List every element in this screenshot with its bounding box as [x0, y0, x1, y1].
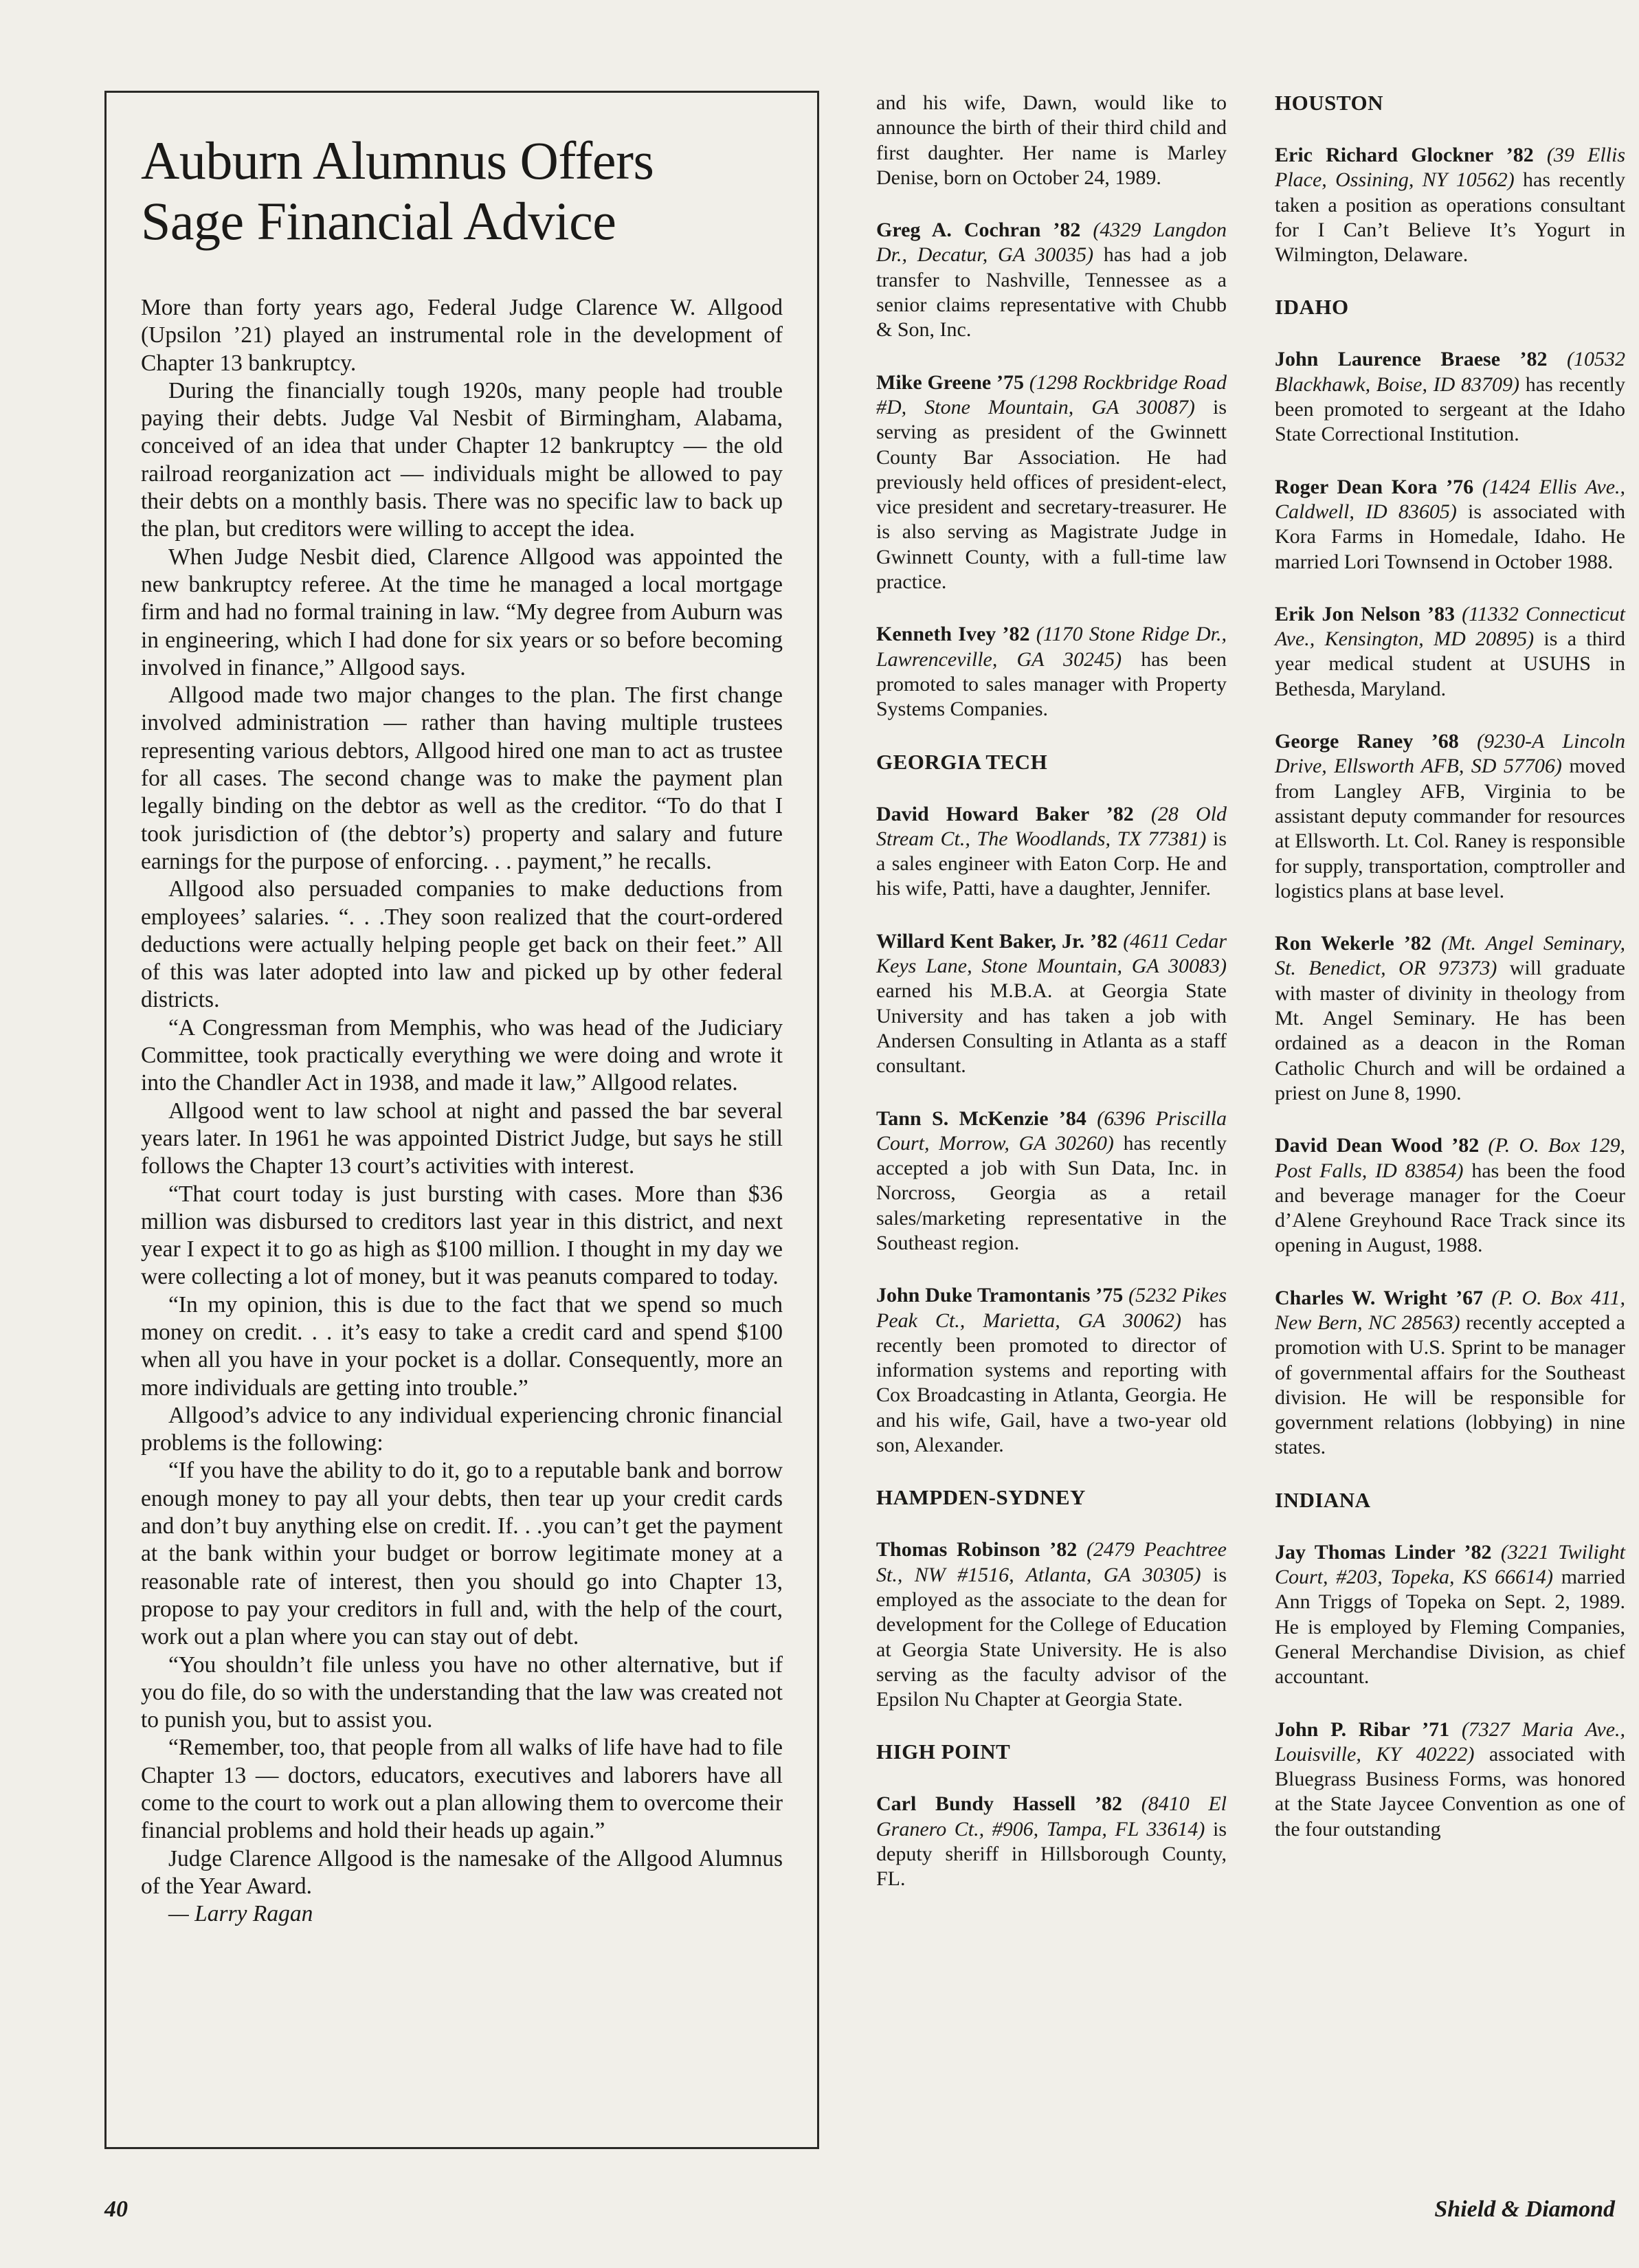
- entry-text: moved from Langley AFB, Virginia to be assistant deputy commander for resources at Ellsworth. Lt. Col. Raney is responsible for supply, transportation, comptroller and logistics plans at base level.: [1275, 755, 1625, 902]
- news-entry: [876, 370, 1227, 595]
- entry-name: Kenneth Ivey ’82: [876, 623, 1030, 646]
- entry-address: (39 Ellis Place, Ossining, NY 10562): [1275, 144, 1626, 192]
- article-paragraph: “In my opinion, this is due to the fact that we spend so much money on credit. . . it’s easy to take a credit card and spend $100 when all you have in your pocket is a dollar. Consequently, more an more individuals are getting into trouble.”: [141, 1291, 783, 1401]
- news-entry: [876, 1792, 1227, 1891]
- chapter-heading: INDIANA: [1275, 1487, 1371, 1512]
- news-entry: [876, 1283, 1227, 1458]
- entry-name: Thomas Robinson ’82: [876, 1538, 1078, 1561]
- entry-text: has recently accepted a job with Sun Data, Inc. in Norcross, Georgia as a retail sales/marketing representative in the Southeast region.: [876, 1131, 1227, 1254]
- chapter-news-column-2: [876, 91, 1227, 1920]
- feature-article-box: [104, 91, 819, 2149]
- article-paragraph: “A Congressman from Memphis, who was head of the Judiciary Committee, took practically everything we were doing and wrote it into the Chandler Act in 1938, and made it law,” Allgood relates.: [141, 1014, 783, 1096]
- news-entry: [1275, 347, 1625, 447]
- page-number: 40: [104, 2197, 128, 2222]
- headline-line-2: Sage Financial Advice: [141, 191, 616, 251]
- entry-name: Tann S. McKenzie ’84: [876, 1107, 1086, 1130]
- entry-name: David Dean Wood ’82: [1275, 1134, 1480, 1157]
- headline-line-1: Auburn Alumnus Offers: [141, 131, 654, 190]
- entry-text: has been promoted to sales manager with Property Systems Companies.: [876, 647, 1227, 721]
- news-entry: [1275, 729, 1625, 904]
- article-paragraph: Allgood made two major changes to the plan. The first change involved administration — rather than having multiple trustees representing various debtors, Allgood hired one man to act as trustee for all cases. The second change was to make the payment plan legally binding on the debtor as well as the creditor. “To do that I took jurisdiction of (the debtor’s) property and salary and future earnings for the purpose of enforcing. . . payment,” he recalls.: [141, 682, 783, 874]
- entry-name: Roger Dean Kora ’76: [1275, 475, 1474, 498]
- entry-address: (28 Old Stream Ct., The Woodlands, TX 77381): [876, 802, 1227, 850]
- entry-text: has recently been promoted to director of information systems and reporting with Cox Broadcasting in Atlanta, Georgia. He and his wife, Gail, have a two-year old son, Alexander.: [876, 1309, 1227, 1457]
- entry-text: married Ann Triggs of Topeka on Sept. 2, 1989. He is employed by Fleming Companies, General Merchandise Division, as chief accountant.: [1275, 1566, 1625, 1689]
- news-entry: [876, 929, 1227, 1079]
- entry-name: Willard Kent Baker, Jr. ’82: [876, 929, 1118, 953]
- entry-name: David Howard Baker ’82: [876, 802, 1134, 825]
- entry-text: earned his M.B.A. at Georgia State University and has taken a job with Andersen Consulting in Atlanta as a staff consultant.: [876, 979, 1227, 1078]
- entry-address: (Mt. Angel Seminary, St. Benedict, OR 97373): [1275, 932, 1625, 980]
- entry-name: Mike Greene ’75: [876, 370, 1024, 394]
- journal-name: Shield & Diamond: [1434, 2197, 1615, 2222]
- entry-address: (11332 Connecticut Ave., Kensington, MD 20895): [1275, 602, 1626, 651]
- entry-text: is a third year medical student at USUHS in Bethesda, Maryland.: [1275, 627, 1625, 700]
- news-entry: [876, 91, 1227, 190]
- news-entry: [1275, 1540, 1625, 1690]
- news-entry: [876, 1107, 1227, 1256]
- entry-address: (10532 Blackhawk, Boise, ID 83709): [1275, 348, 1626, 396]
- entry-address: (1170 Stone Ridge Dr., Lawrenceville, GA 30245): [876, 623, 1227, 671]
- chapter-heading: HOUSTON: [1275, 91, 1383, 115]
- article-paragraph: During the financially tough 1920s, many people had trouble paying their debts. Judge Val Nesbit of Birmingham, Alabama, conceived of an idea that under Chapter 12 bankruptcy — the old railroad reorganization act — individuals might be allowed to pay their debts on a monthly basis. There was no specific law to back up the plan, but creditors were willing to accept the idea.: [141, 377, 783, 542]
- chapter-heading: GEORGIA TECH: [876, 749, 1048, 774]
- entry-address: (1424 Ellis Ave., Caldwell, ID 83605): [1275, 475, 1626, 523]
- entry-text: has been the food and beverage manager for the Coeur d’Alene Greyhound Race Track since its opening in August, 1988.: [1275, 1159, 1625, 1257]
- article-headline: [141, 131, 783, 252]
- entry-name: Jay Thomas Linder ’82: [1275, 1540, 1492, 1564]
- entry-text: is a sales engineer with Eaton Corp. He and his wife, Patti, have a daughter, Jennifer.: [876, 827, 1227, 900]
- entry-text: has recently been promoted to sergeant at the Idaho State Correctional Institution.: [1275, 373, 1625, 446]
- entry-text: associated with Bluegrass Business Forms, was honored at the State Jaycee Convention as one of the four outstanding: [1275, 1742, 1626, 1841]
- article-byline: — Larry Ragan: [168, 1901, 313, 1927]
- entry-address: (P. O. Box 411, New Bern, NC 28563): [1275, 1286, 1625, 1334]
- entry-name: Ron Wekerle ’82: [1275, 932, 1431, 955]
- entry-address: (9230-A Lincoln Drive, Ellsworth AFB, SD 57706): [1275, 730, 1625, 778]
- chapter-heading: IDAHO: [1275, 295, 1349, 320]
- news-entry: [1275, 475, 1625, 575]
- entry-text: will graduate with master of divinity in theology from Mt. Angel Seminary. He has been ordained as a deacon in the Roman Catholic Church and will be ordained a priest on June 8, 1990.: [1275, 957, 1625, 1104]
- entry-text: is associated with Kora Farms in Homedale, Idaho. He married Lori Townsend in October 1988.: [1275, 500, 1625, 573]
- news-entry: [876, 1537, 1227, 1712]
- entry-name: George Raney ’68: [1275, 730, 1459, 753]
- article-paragraph: “That court today is just bursting with cases. More than $36 million was disbursed to creditors last year in this district, and next year I expect it to go as high as $100 million. I thought in my day we were collecting a lot of money, but it was peanuts compared to today.: [141, 1181, 783, 1290]
- entry-name: John P. Ribar ’71: [1275, 1717, 1450, 1741]
- entry-text: recently accepted a promotion with U.S. Sprint to be manager of governmental affairs for the Southeast division. He will be responsible for government relations (lobbying) in nine states.: [1275, 1311, 1625, 1459]
- entry-name: John Laurence Braese ’82: [1275, 348, 1548, 371]
- entry-name: Erik Jon Nelson ’83: [1275, 602, 1456, 625]
- article-body: [141, 294, 783, 1928]
- entry-address: (2479 Peachtree St., NW #1516, Atlanta, GA 30305): [876, 1538, 1227, 1586]
- news-entry: [1275, 931, 1625, 1106]
- article-paragraph: “If you have the ability to do it, go to a reputable bank and borrow enough money to pay all your debts, then tear up your credit cards and don’t buy anything else on credit. If. . .you can’t get the payment at the bank within your budget or borrow legitimate money at a reasonable rate of interest, then you should go into Chapter 13, propose to pay your creditors in full and, with the help of the court, work out a plan where you can stay out of debt.: [141, 1458, 783, 1650]
- article-paragraph: Allgood went to law school at night and passed the bar several years later. In 1961 he was appointed District Judge, but says he still follows the Chapter 13 court’s activities with interest.: [141, 1098, 783, 1179]
- chapter-heading: HAMPDEN-SYDNEY: [876, 1485, 1086, 1510]
- news-entry: [1275, 1133, 1625, 1258]
- article-paragraph: Judge Clarence Allgood is the namesake of the Allgood Alumnus of the Year Award.: [141, 1845, 783, 1899]
- entry-address: (7327 Maria Ave., Louisville, KY 40222): [1275, 1717, 1626, 1766]
- entry-address: (P. O. Box 129, Post Falls, ID 83854): [1275, 1134, 1626, 1182]
- entry-address: (4329 Langdon Dr., Decatur, GA 30035): [876, 219, 1227, 267]
- entry-address: (4611 Cedar Keys Lane, Stone Mountain, GA 30083): [876, 929, 1227, 978]
- entry-address: (1298 Rockbridge Road #D, Stone Mountain, GA 30087): [876, 370, 1227, 419]
- news-entry: [1275, 602, 1625, 702]
- entry-name: John Duke Tramontanis ’75: [876, 1284, 1124, 1307]
- article-paragraph: “You shouldn’t file unless you have no other alternative, but if you do file, do so with the understanding that the law was created not to punish you, but to assist you.: [141, 1652, 783, 1733]
- news-entry: [1275, 143, 1625, 267]
- entry-address: (6396 Priscilla Court, Morrow, GA 30260): [876, 1107, 1227, 1155]
- entry-name: Eric Richard Glockner ’82: [1275, 144, 1534, 166]
- entry-address: (8410 El Granero Ct., #906, Tampa, FL 33614): [876, 1792, 1227, 1841]
- news-entry: [876, 218, 1227, 342]
- entry-text: has had a job transfer to Nashville, Tennessee as a senior claims representative with Chubb & Son, Inc.: [876, 243, 1227, 342]
- entry-address: (3221 Twilight Court, #203, Topeka, KS 66614): [1275, 1540, 1625, 1589]
- article-paragraph: “Remember, too, that people from all walks of life have had to file Chapter 13 — doctors, educators, executives and laborers have all come to the court to work out a plan allowing them to overcome their financial problems and hold their heads up again.”: [141, 1735, 783, 1844]
- entry-text: is deputy sheriff in Hillsborough County, FL.: [876, 1817, 1227, 1891]
- entry-text: is employed as the associate to the dean for development for the College of Education at Georgia State University. He is also serving as the faculty advisor of the Epsilon Nu Chapter at Georgia State.: [876, 1563, 1227, 1711]
- entry-name: Greg A. Cochran ’82: [876, 219, 1081, 242]
- news-entry: [876, 802, 1227, 902]
- article-paragraph: Allgood’s advice to any individual experiencing chronic financial problems is the following:: [141, 1402, 783, 1456]
- news-entry: [876, 622, 1227, 722]
- news-entry: [1275, 1717, 1625, 1842]
- article-paragraph: More than forty years ago, Federal Judge Clarence W. Allgood (Upsilon ’21) played an instrumental role in the development of Chapter 13 bankruptcy.: [141, 295, 783, 376]
- article-paragraph: Allgood also persuaded companies to make deductions from employees’ salaries. “. . .They soon realized that the court-ordered deductions were actually helping people get back on their feet.” All of this was later adopted into law and picked up by other federal districts.: [141, 876, 783, 1013]
- chapter-heading: HIGH POINT: [876, 1739, 1011, 1764]
- article-paragraph: When Judge Nesbit died, Clarence Allgood was appointed the new bankruptcy referee. At the time he managed a local mortgage firm and had no formal training in law. “My degree from Auburn was in engineering, which I had done for six years or so before becoming involved in finance,” Allgood says.: [141, 544, 783, 680]
- news-entry: [1275, 1286, 1625, 1460]
- entry-address: (5232 Pikes Peak Ct., Marietta, GA 30062): [876, 1284, 1227, 1332]
- chapter-news-column-3: [1275, 91, 1625, 1869]
- entry-text: and his wife, Dawn, would like to announce the birth of their third child and first daughter. Her name is Marley Denise, born on October 24, 1989.: [876, 91, 1227, 189]
- entry-name: Carl Bundy Hassell ’82: [876, 1792, 1123, 1816]
- entry-name: Charles W. Wright ’67: [1275, 1286, 1484, 1309]
- entry-text: has recently taken a position as operations consultant for I Can’t Believe It’s Yogurt in Wilmington, Delaware.: [1275, 168, 1625, 267]
- entry-text: is serving as president of the Gwinnett County Bar Association. He had previously held offices of president-elect, vice president and secretary-treasurer. He is also serving as Magistrate Judge in Gwinnett County, with a full-time law practice.: [876, 395, 1227, 594]
